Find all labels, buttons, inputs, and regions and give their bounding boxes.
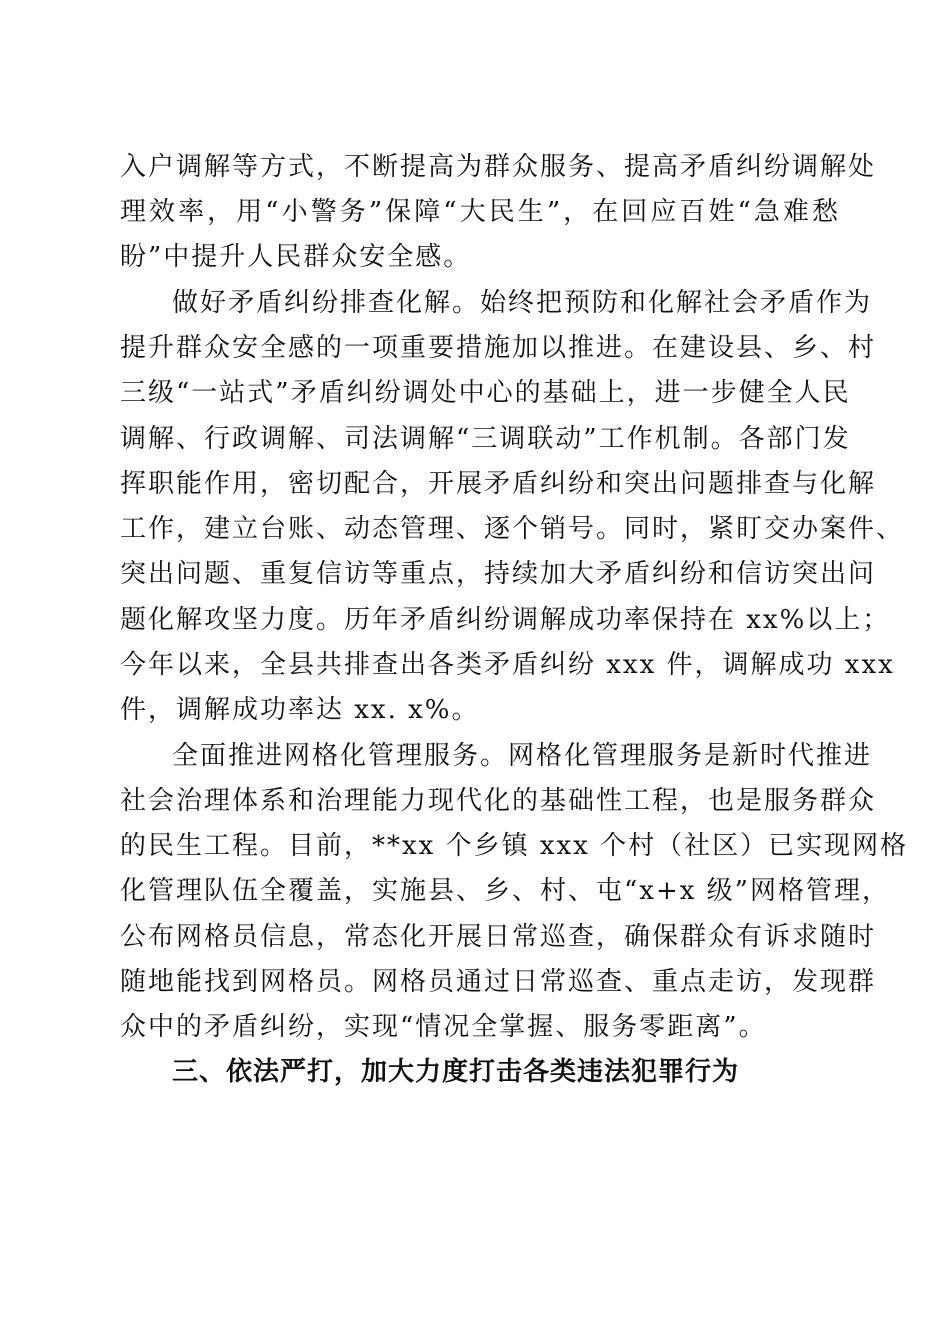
- paragraph-3-line-3: 的民生工程。目前，**xx 个乡镇 xxx 个村（社区）已实现网格: [120, 831, 909, 861]
- paragraph-1-line-1: 入户调解等方式，不断提高为群众服务、提高矛盾纠纷调解处: [120, 152, 877, 182]
- paragraph-2-line-10: 件，调解成功率达 xx. x%。: [120, 695, 480, 725]
- paragraph-2-line-1: 做好矛盾纠纷排查化解。始终把预防和化解社会矛盾作为: [172, 288, 873, 318]
- paragraph-3-line-5: 公布网格员信息，常态化开展日常巡查，确保群众有诉求随时: [120, 922, 877, 952]
- section-heading: 三、依法严打，加大力度打击各类违法犯罪行为: [172, 1057, 740, 1087]
- paragraph-3-line-7: 众中的矛盾纠纷，实现“情况全掌握、服务零距离”。: [120, 1012, 767, 1042]
- paragraph-2-line-4: 调解、行政调解、司法调解“三调联动”工作机制。各部门发: [120, 424, 851, 454]
- paragraph-1-line-3: 盼”中提升人民群众安全感。: [120, 242, 472, 272]
- paragraph-2-line-7: 突出问题、重复信访等重点，持续加大矛盾纠纷和信访突出问: [120, 559, 877, 589]
- paragraph-2-line-5: 挥职能作用，密切配合，开展矛盾纠纷和突出问题排查与化解: [120, 469, 877, 499]
- paragraph-1-line-2: 理效率，用“小警务”保障“大民生”，在回应百姓“急难愁: [120, 197, 840, 227]
- paragraph-2-line-3: 三级“一站式”矛盾纠纷调处中心的基础上，进一步健全人民: [120, 378, 851, 408]
- paragraph-3-line-6: 随地能找到网格员。网格员通过日常巡查、重点走访，发现群: [120, 967, 877, 997]
- paragraph-3-line-2: 社会治理体系和治理能力现代化的基础性工程，也是服务群众: [120, 786, 877, 816]
- paragraph-2-line-2: 提升群众安全感的一项重要措施加以推进。在建设县、乡、村: [120, 333, 877, 363]
- paragraph-3-line-4: 化管理队伍全覆盖，实施县、乡、村、屯“x+x 级”网格管理，: [120, 876, 890, 906]
- paragraph-3-line-1: 全面推进网格化管理服务。网格化管理服务是新时代推进: [172, 741, 873, 771]
- paragraph-2-line-8: 题化解攻坚力度。历年矛盾纠纷调解成功率保持在 xx%以上；: [120, 605, 891, 635]
- paragraph-2-line-9: 今年以来，全县共排查出各类矛盾纠纷 xxx 件，调解成功 xxx: [120, 650, 895, 680]
- paragraph-2-line-6: 工作，建立台账、动态管理、逐个销号。同时，紧盯交办案件、: [120, 514, 905, 544]
